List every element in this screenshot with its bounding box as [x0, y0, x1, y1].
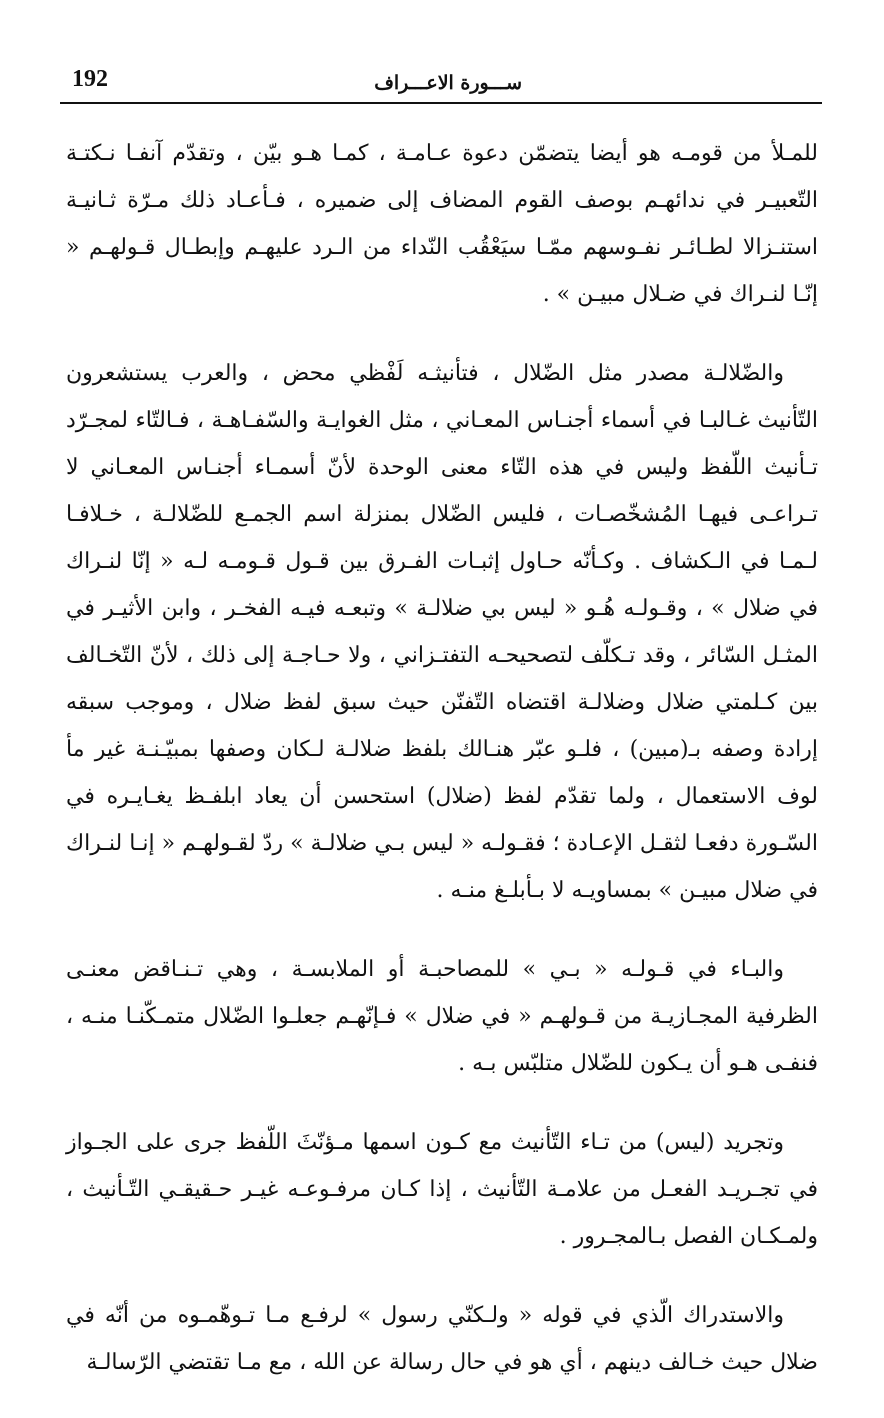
page-number: 192: [72, 66, 108, 92]
paragraph: للمـلأ من قومـه هو أيضا يتضمّن دعوة عـامـة ، كمـا هـو بيّن ، وتقدّم آنفـا نـكتـة التّعبيـر في ندائهـم بوصف القوم المضاف إلى ضميره ، فـأعـاد ذلك مـرّة ثـانيـة استنـزالا لطـائـر نفـوسهم ممّـا سيَعْقُب النّداء من الـرد عليهـم وإبطـال قـولهـم « إنّـا لنـراك في ضـلال مبيـن » .: [66, 141, 818, 307]
paragraph: والبـاء في قـولـه « بـي » للمصاحبـة أو الملابسـة ، وهي تـنـاقض معنـى الظرفية المجـازيـة من قـولهـم « في ضلال » فـإنّهـم جعلـوا الضّلال متمـكّنـا منـه ، فنفـى هـو أن يـكون للضّلال متلبّس بـه .: [66, 957, 818, 1076]
body-text: [66, 130, 818, 1418]
paragraph: والاستدراك الّذي في قوله « ولـكنّي رسول » لرفـع مـا تـوهّمـوه من أنّه في ضلال حيث خـالف دينهم ، أي هو في حال رسالة عن الله ، مع مـا تقتضي الرّسالـة: [66, 1303, 818, 1375]
paragraph: والضّلالـة مصدر مثل الضّلال ، فتأنيثـه لَفْظي محض ، والعرب يستشعرون التّأنيث غـالبـا في أسماء أجنـاس المعـاني ، مثل الغوايـة والسّفـاهـة ، فـالتّاء لمجـرّد تـأنيث اللّفظ وليس في هذه التّاء معنى الوحدة لأنّ أسمـاء أجنـاس المعـاني لا تـراعـى فيهـا المُشخّصـات ، فليس الضّلال بمنزلة اسم الجمـع للضّلالـة ، خـلافـا لـمـا في الـكشاف . وكـأنّه حـاول إثبـات الفـرق بين قـول قـومـه لـه « إنّا لنـراك في ضلال » ، وقـولـه هُـو « ليس بي ضلالـة » وتبعـه فيـه الفخـر ، وابن الأثيـر في المثـل السّائر ، وقد تـكلّف لتصحيحـه التفتـزاني ، ولا حـاجـة إلى ذلك ، لأنّ التّخـالف بين كـلمتي ضلال وضلالـة اقتضاه التّفنّن حيث سبق لفظ ضلال ، وموجب سبقه إرادة وصفه بـ(مبين) ، فلـو عبّر هنـالك بلفظ ضلالـة لـكان وصفها بمبيّـنـة غير مأ لوف الاستعمال ، ولما تقدّم لفظ (ضلال) استحسن أن يعاد ابلفـظ يغـايـره في السّـورة دفعـا لثقـل الإعـادة ؛ فقـولـه « ليس بـي ضلالـة » ردّ لقـولهـم « إنـا لنـراك في ضلال مبيـن » بمساويـه لا بـأبلـغ منـه .: [66, 361, 818, 903]
running-title: ســـورة الاعـــراف: [374, 72, 522, 94]
page-header: [60, 62, 822, 104]
paragraph: وتجريد (ليس) من تـاء التّأنيث مع كـون اسمها مـؤنّثَ اللّفظ جرى على الجـواز في تجـريـد الفعـل من علامـة التّأنيث ، إذا كـان مرفـوعـه غيـر حـقيقـي التّـأنيث ، ولمـكـان الفصل بـالمجـرور .: [66, 1130, 818, 1249]
